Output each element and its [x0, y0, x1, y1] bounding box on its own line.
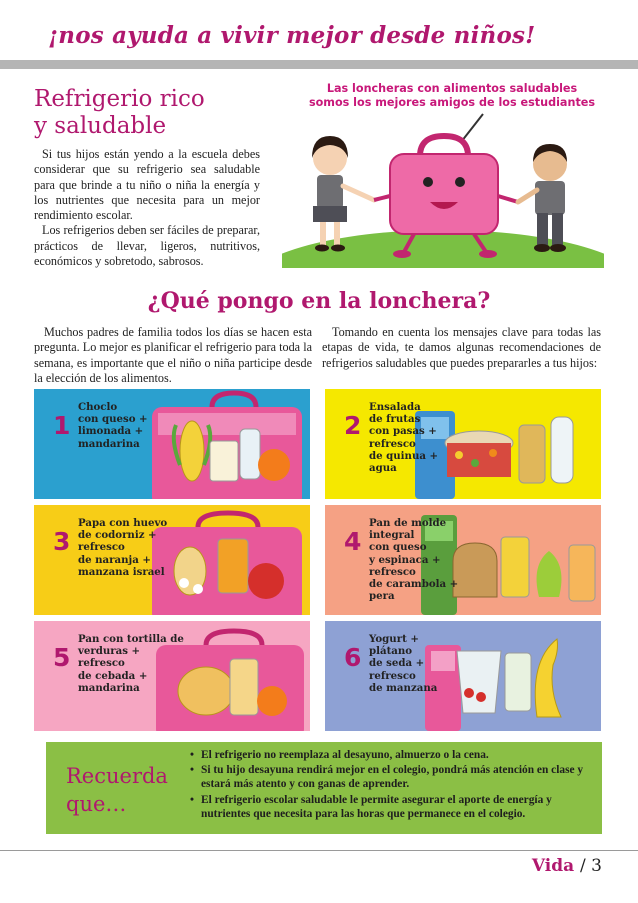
remember-item: • El refrigerio no reemplaza al desayuno, almuerzo o la cena. — [190, 748, 594, 762]
option-panel-1 — [34, 389, 310, 499]
lunchbox-illustration-3 — [34, 505, 310, 615]
option-text-5: Pan con tortilla de verduras + refresco de cebada + mandarina — [78, 633, 184, 694]
header-divider — [0, 60, 638, 69]
option-text-4: Pan de molde integral con queso y espinaca + refresco de carambola + pera — [369, 517, 459, 603]
lunchbox-illustration-6 — [325, 621, 601, 731]
option-number-3: 3 — [53, 527, 71, 556]
section-text-right — [322, 325, 601, 371]
speech-line-2: somos los mejores amigos de los estudiantes — [308, 96, 596, 109]
option-panel-2 — [325, 389, 601, 499]
intro-title-line2: y saludable — [34, 113, 167, 139]
page-number: / 3 — [580, 856, 602, 876]
girl-figure — [312, 136, 374, 252]
option-panel-4 — [325, 505, 601, 615]
speech-line-1: Las loncheras con alimentos saludables — [326, 82, 578, 95]
option-text-6: Yogurt + plátano de seda + refresco de manzana — [369, 633, 438, 694]
section-paragraph-left: Muchos padres de familia todos los días se hacen esta pregunta. Lo mejor es planificar el refrigerio para toda la semana, es importante que el niño o niña participe desde la elección de los alimentos. — [34, 325, 312, 385]
option-number-5: 5 — [53, 643, 71, 672]
option-panel-5 — [34, 621, 310, 731]
remember-title-line1: Recuerda — [66, 764, 168, 788]
lunchbox-illustration-1 — [34, 389, 310, 499]
section-title: ¿Qué pongo en la lonchera? — [147, 288, 491, 314]
footer-divider — [0, 850, 638, 851]
remember-item: • Si tu hijo desayuna rendirá mejor en el colegio, pondrá más atención en clase y estará más atento y con ganas de aprender. — [190, 763, 594, 791]
lunchbox-illustration-4 — [325, 505, 601, 615]
lunchbox-speech — [302, 82, 602, 110]
option-text-3: Papa con huevo de codorniz + refresco de naranja + manzana israel — [78, 517, 168, 578]
section-text-left — [34, 325, 312, 386]
intro-title-line1: Refrigerio rico — [34, 86, 205, 112]
option-number-4: 4 — [344, 527, 362, 556]
footer — [532, 856, 602, 876]
section-paragraph-right: Tomando en cuenta los mensajes clave para todas las etapas de vida, te damos algunas recomendaciones de refrigerios saludables que puedes prepararles a tus hijos: — [322, 325, 601, 370]
option-number-1: 1 — [53, 411, 71, 440]
hero-illustration — [282, 118, 604, 268]
remember-title — [66, 762, 168, 818]
remember-list — [190, 748, 594, 822]
remember-item: • El refrigerio escolar saludable le permite asegurar el aporte de energía y nutrientes que necesita para las horas que permanece en el colegio. — [190, 793, 594, 821]
intro-text — [34, 147, 260, 269]
lunchbox-illustration-2 — [325, 389, 601, 499]
option-text-1: Choclo con queso + limonada + mandarina — [78, 401, 148, 450]
option-panel-3 — [34, 505, 310, 615]
intro-paragraph-2: Los refrigerios deben ser fáciles de preparar, prácticos de llevar, ligeros, nutritivos, económicos y sobretodo, sabrosos. — [34, 223, 260, 269]
option-text-2: Ensalada de frutas con pasas + refresco de quinua + agua — [369, 401, 439, 475]
remember-title-line2: que… — [66, 792, 127, 816]
header-tagline: ¡nos ayuda a vivir mejor desde niños! — [48, 22, 536, 49]
option-number-2: 2 — [344, 411, 362, 440]
remember-box — [46, 742, 602, 834]
intro-paragraph-1: Si tus hijos están yendo a la escuela debes considerar que su refrigerio sea saludable para que brinde a tu niño o niña la energía y los nutrientes que necesita para un mejor rendimiento escolar. — [34, 147, 260, 223]
intro-title — [34, 86, 205, 140]
header-band — [0, 0, 638, 58]
option-number-6: 6 — [344, 643, 362, 672]
magazine-name: Vida — [531, 856, 575, 876]
children-lunchbox-illustration — [282, 118, 604, 268]
option-panel-6 — [325, 621, 601, 731]
